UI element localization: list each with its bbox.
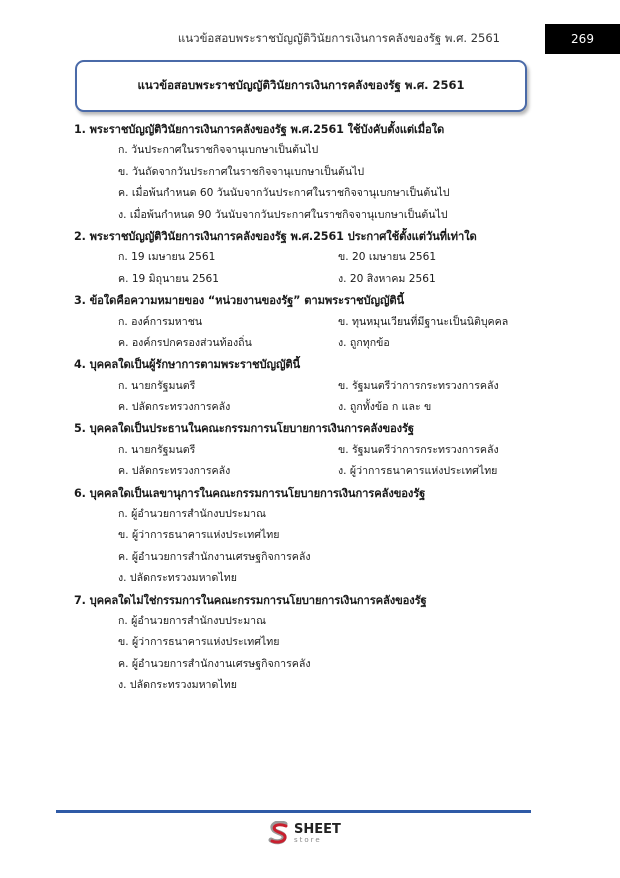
question-text: 5. บุคคลใดเป็นประธานในคณะกรรมการนโยบายการเงินการคลังของรัฐ xyxy=(74,422,414,436)
answer-option: ก. วันประกาศในราชกิจจานุเบกษาเป็นต้นไป xyxy=(118,144,319,157)
logo-sub: store xyxy=(294,835,322,844)
answer-option: ง. ปลัดกระทรวงมหาดไทย xyxy=(118,679,237,692)
footer-divider xyxy=(56,810,531,813)
question-block xyxy=(74,290,594,354)
answer-option: ก. นายกรัฐมนตรี xyxy=(118,379,196,392)
answer-option: ก. ผู้อำนวยการสำนักงบประมาณ xyxy=(118,614,266,627)
answer-option: ก. องค์การมหาชน xyxy=(118,315,203,328)
question-text: 3. ข้อใดคือความหมายของ “หน่วยงานของรัฐ” ตามพระราชบัญญัตินี้ xyxy=(74,294,405,308)
answer-option: ค. องค์กรปกครองส่วนท้องถิ่น xyxy=(118,336,252,349)
answer-option: ข. รัฐมนตรีว่าการกระทรวงการคลัง xyxy=(338,379,499,392)
answer-option: ค. เมื่อพ้นกำหนด 60 วันนับจากวันประกาศในราชกิจจานุเบกษาเป็นต้นไป xyxy=(118,187,450,200)
answer-option: ข. ทุนหมุนเวียนที่มีฐานะเป็นนิติบุคคล xyxy=(338,315,509,328)
answer-option: ข. ผู้ว่าการธนาคารแห่งประเทศไทย xyxy=(118,636,280,649)
answer-option: ค. ปลัดกระทรวงการคลัง xyxy=(118,465,231,478)
question-block xyxy=(74,590,594,697)
question-list xyxy=(74,119,594,697)
question-text: 1. พระราชบัญญัติวินัยการเงินการคลังของรัฐ พ.ศ.2561 ใช้บังคับตั้งแต่เมื่อใด xyxy=(74,123,445,136)
answer-option: ข. วันถัดจากวันประกาศในราชกิจจานุเบกษาเป็นต้นไป xyxy=(118,165,365,178)
sheet-store-logo xyxy=(268,821,341,845)
question-block xyxy=(74,418,594,482)
answer-option: ค. ผู้อำนวยการสำนักงานเศรษฐกิจการคลัง xyxy=(118,657,311,670)
page-number: 269 xyxy=(545,24,620,54)
answer-option: ค. 19 มิถุนายน 2561 xyxy=(118,272,220,285)
answer-option: ง. ปลัดกระทรวงมหาดไทย xyxy=(118,572,237,585)
option-list xyxy=(74,611,594,697)
answer-option: ก. 19 เมษายน 2561 xyxy=(118,251,216,264)
page-title: แนวข้อสอบพระราชบัญญัติวินัยการเงินการคลังของรัฐ พ.ศ. 2561 xyxy=(137,78,465,92)
title-box xyxy=(75,60,527,112)
answer-option: ข. 20 เมษายน 2561 xyxy=(338,251,437,264)
sheet-store-logo-icon xyxy=(268,821,290,845)
answer-option: ง. ถูกทั้งข้อ ก และ ข xyxy=(338,401,432,414)
question-text: 6. บุคคลใดเป็นเลขานุการในคณะกรรมการนโยบายการเงินการคลังของรัฐ xyxy=(74,486,426,500)
question-block xyxy=(74,483,594,590)
question-text: 2. พระราชบัญญัติวินัยการเงินการคลังของรัฐ พ.ศ.2561 ประกาศใช้ตั้งแต่วันที่เท่าใด xyxy=(74,229,477,243)
answer-option: ง. ผู้ว่าการธนาคารแห่งประเทศไทย xyxy=(338,465,498,478)
question-block xyxy=(74,354,594,418)
question-block xyxy=(74,119,594,226)
running-header: แนวข้อสอบพระราชบัญญัติวินัยการเงินการคลังของรัฐ พ.ศ. 2561 xyxy=(177,31,500,45)
answer-option: ง. ถูกทุกข้อ xyxy=(338,336,390,349)
option-list xyxy=(74,440,594,483)
option-list xyxy=(74,247,594,290)
answer-option: ข. ผู้ว่าการธนาคารแห่งประเทศไทย xyxy=(118,529,280,542)
answer-option: ก. ผู้อำนวยการสำนักงบประมาณ xyxy=(118,508,266,521)
option-list xyxy=(74,312,594,355)
answer-option: ข. รัฐมนตรีว่าการกระทรวงการคลัง xyxy=(338,443,499,456)
answer-option: ค. ผู้อำนวยการสำนักงานเศรษฐกิจการคลัง xyxy=(118,550,311,563)
option-list xyxy=(74,140,594,226)
question-text: 4. บุคคลใดเป็นผู้รักษาการตามพระราชบัญญัตินี้ xyxy=(74,358,301,372)
answer-option: ค. ปลัดกระทรวงการคลัง xyxy=(118,401,231,414)
answer-option: ง. 20 สิงหาคม 2561 xyxy=(338,272,436,285)
question-block xyxy=(74,226,594,290)
option-list xyxy=(74,504,594,590)
question-text: 7. บุคคลใดไม่ใช่กรรมการในคณะกรรมการนโยบายการเงินการคลังของรัฐ xyxy=(74,593,427,607)
answer-option: ง. เมื่อพ้นกำหนด 90 วันนับจากวันประกาศในราชกิจจานุเบกษาเป็นต้นไป xyxy=(118,208,448,221)
logo-name: SHEET xyxy=(294,821,341,837)
option-list xyxy=(74,376,594,419)
answer-option: ก. นายกรัฐมนตรี xyxy=(118,443,196,456)
